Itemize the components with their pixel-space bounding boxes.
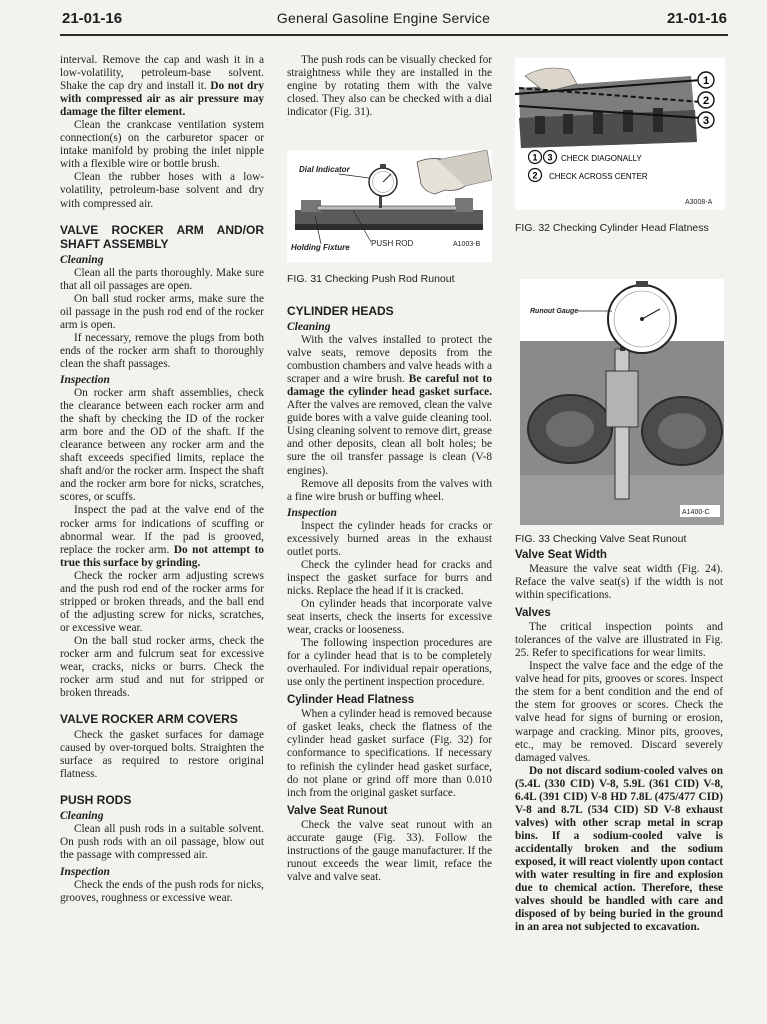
subheading-inspection: Inspection: [287, 506, 337, 519]
subheading-valve-seat-width: Valve Seat Width: [515, 549, 607, 561]
figure-id: A1400-C: [682, 509, 710, 516]
paragraph: Inspect the pad at the valve end of the rocker arms for indications of scuffing or abnormal wear. If the pad is grooved, replace the rocker arm. Do not attempt to true this surface by grinding.: [60, 504, 264, 569]
figure-31-illustration: [287, 150, 492, 262]
paragraph: Clean all push rods in a suitable solvent. On push rods with an oil passage, blow out the passage with compressed air.: [60, 823, 264, 862]
paragraph: Clean all the parts thoroughly. Make sure that all oil passages are open.: [60, 266, 264, 292]
callout-2: 2: [702, 95, 710, 107]
subheading-valves: Valves: [515, 607, 551, 620]
paragraph: Check the gasket surfaces for damage caused by over-torqued bolts. Straighten the surface as required to restore original flatness.: [60, 729, 264, 781]
figure-32-illustration: [515, 58, 725, 210]
paragraph: On the ball stud rocker arms, check the rocker arm and fulcrum seat for excessive wear, cracks, nicks or burrs. Check the rocker arm stud and nut for stripped or broken threads.: [60, 634, 264, 700]
paragraph: Measure the valve seat width (Fig. 24). Reface the valve seat(s) if the width is not within specifications.: [515, 563, 723, 602]
runout-gauge-label: Runout Gauge: [530, 308, 579, 315]
valve-seat-runout-drawing: [520, 279, 724, 525]
column-right: [515, 549, 723, 934]
running-title: General Gasoline Engine Service: [276, 10, 491, 26]
paragraph: Check the cylinder head for cracks and inspect the gasket surface for burrs and nicks. Replace the head if it is cracked.: [287, 558, 492, 597]
paragraph: Inspect the cylinder heads for cracks or excessively burned areas in the exhaust outlet ports.: [287, 519, 492, 558]
legend-callout-3: 3: [547, 152, 553, 163]
paragraph: Check the valve seat runout with an accurate gauge (Fig. 33). Follow the instructions of the gauge manufacturer. If the runout exceeds the wear limit, reface the valve and valve seat.: [287, 818, 492, 883]
legend-check-diagonally: CHECK DIAGONALLY: [561, 154, 642, 163]
dial-indicator-label: Dial Indicator: [299, 165, 350, 174]
paragraph: The following inspection procedures are for a cylinder head that is to be completely overhauled. For individual repair operations, use only the pertinent inspection procedure.: [287, 637, 492, 689]
paragraph: With the valves installed to protect the valve seats, remove deposits from the combustion chambers and valve heads with a scraper and a wire brush. Be careful not to damage the cylinder head gasket surface. After the valves are removed, clean the valve guide bores with a valve guide cleaning tool. Using cleaning solvent to remove dirt, grease and other deposits, clean all bolt holes; be sure the oil transfer passage is clean (V-8 engines).: [287, 334, 493, 477]
paragraph: Check the rocker arm adjusting screws and the push rod end of the rocker arms for stripped or broken threads, and the ball end of the adjusting screw for nicks, scratches, or excessive wear.: [60, 569, 264, 634]
push-rod-label: PUSH ROD: [371, 239, 414, 248]
header-rule: [60, 34, 728, 36]
section-heading-push-rods: PUSH RODS: [60, 793, 132, 808]
subheading-cleaning: Cleaning: [60, 253, 104, 266]
subheading-inspection: Inspection: [60, 865, 110, 878]
figure-31-caption: FIG. 31 Checking Push Rod Runout: [287, 273, 455, 285]
paragraph: If necessary, remove the plugs from both ends of the rocker arm shaft to thoroughly clean the shaft passages.: [60, 331, 264, 370]
paragraph: Check the ends of the push rods for nicks, grooves, roughness or excessive wear.: [60, 878, 264, 904]
paragraph: On cylinder heads that incorporate valve seat inserts, check the inserts for excessive wear, cracks or looseness.: [287, 597, 492, 637]
callout-3: 3: [702, 115, 710, 127]
holding-fixture-label: Holding Fixture: [291, 243, 350, 252]
paragraph: Clean the rubber hoses with a low-volatility, petroleum-base solvent and dry with compressed air.: [60, 171, 264, 210]
legend-check-across-center: CHECK ACROSS CENTER: [549, 172, 648, 181]
paragraph: Clean the crankcase ventilation system connection(s) on the carburetor spacer or intake manifold by probing the inlet nipple with a flexible wire or bottle brush.: [60, 119, 264, 171]
legend-callout-1: 1: [532, 152, 538, 163]
section-heading-cylinder-heads: CYLINDER HEADS: [287, 304, 394, 318]
column-left: [60, 54, 264, 905]
paragraph: interval. Remove the cap and wash it in a low-volatility, petroleum-base solvent. Shake the cap dry and install it. Do not dry with compressed air as air pressure may damage the filter element.: [60, 54, 264, 119]
figure-33-caption: FIG. 33 Checking Valve Seat Runout: [515, 533, 687, 545]
paragraph: On rocker arm shaft assemblies, check the clearance between each rocker arm and the shaft by checking the ID of the rocker arm bore and the OD of the shaft. If the clearance between any rocker arm and the shaft exceeds specified limits, replace the shaft and/or the rocker arm. Inspect the shaft and the rocker arm bore for nicks, scratches, scores, or scuffs.: [60, 387, 264, 504]
figure-id: A1003-B: [453, 241, 481, 248]
warning-paragraph: Do not discard sodium-cooled valves on (5.4L (330 CID) V-8, 5.9L (361 CID) V-8, 6.4L (391 CID) V-8 HD 7.8L (475/477 CID) V-8 and 8.7L (534 CID) SD V-8 exhaust valves) with other scrap metal in scrap bins. If a sodium-cooled valve is accidentally broken and the sodium exposed, it will react violently upon contact with water resulting in fire and explosion due to chemical action. Therefore, these valves should be handled with care and disposed of by being buried in the ground in an area not subjected to excavation.: [515, 764, 723, 934]
push-rod-fixture-drawing: [287, 150, 492, 262]
subheading-cleaning: Cleaning: [60, 810, 104, 823]
paragraph: On ball stud rocker arms, make sure the oil passage in the push rod end of the rocker arm is open.: [60, 292, 264, 331]
figure-id: A3008-A: [685, 199, 713, 206]
paragraph: When a cylinder head is removed because of gasket leaks, check the flatness of the cylinder head gasket surface (Fig. 32) for conformance to specifications. If necessary to refinish the cylinder head gasket surface, do not plane or grind off more than 0.010 inch from the original gasket surface.: [287, 708, 492, 799]
subheading-valve-seat-runout: Valve Seat Runout: [287, 804, 388, 817]
figure-33-illustration: [520, 279, 724, 525]
paragraph: The critical inspection points and tolerances of the valve are illustrated in Fig. 25. Refer to specifications for wear limits.: [515, 621, 723, 660]
legend-callout-2: 2: [532, 170, 538, 181]
column-middle-continued: [287, 298, 492, 884]
column-middle: [287, 54, 492, 119]
subheading-inspection: Inspection: [60, 373, 110, 386]
section-heading-covers: VALVE ROCKER ARM COVERS: [60, 712, 238, 727]
section-heading-rocker-arm: VALVE ROCKER ARM AND/OR SHAFT ASSEMBLY: [60, 222, 264, 251]
figure-32-caption: FIG. 32 Checking Cylinder Head Flatness: [515, 222, 709, 234]
subheading-head-flatness: Cylinder Head Flatness: [287, 694, 415, 707]
subheading-cleaning: Cleaning: [287, 321, 331, 333]
paragraph: Inspect the valve face and the edge of the valve head for pits, grooves or scores. Inspect the stem for a bent condition and the end of the stem for grooves or scores. Check the valve head for signs of burning or erosion, warpage and cracking. Minor pits, grooves, etc., may be removed. Discard severely damaged valves.: [515, 660, 723, 764]
page-number-left: 21-01-16: [62, 10, 123, 27]
page-header: [0, 10, 767, 34]
cylinder-head-flatness-drawing: [515, 58, 725, 210]
callout-1: 1: [702, 75, 710, 87]
paragraph: The push rods can be visually checked for straightness while they are installed in the engine by rotating them with the valve closed. They also can be checked with a dial indicator (Fig. 31).: [287, 54, 492, 119]
page-number-right: 21-01-16: [666, 10, 727, 27]
paragraph: Remove all deposits from the valves with a fine wire brush or buffing wheel.: [287, 477, 492, 503]
